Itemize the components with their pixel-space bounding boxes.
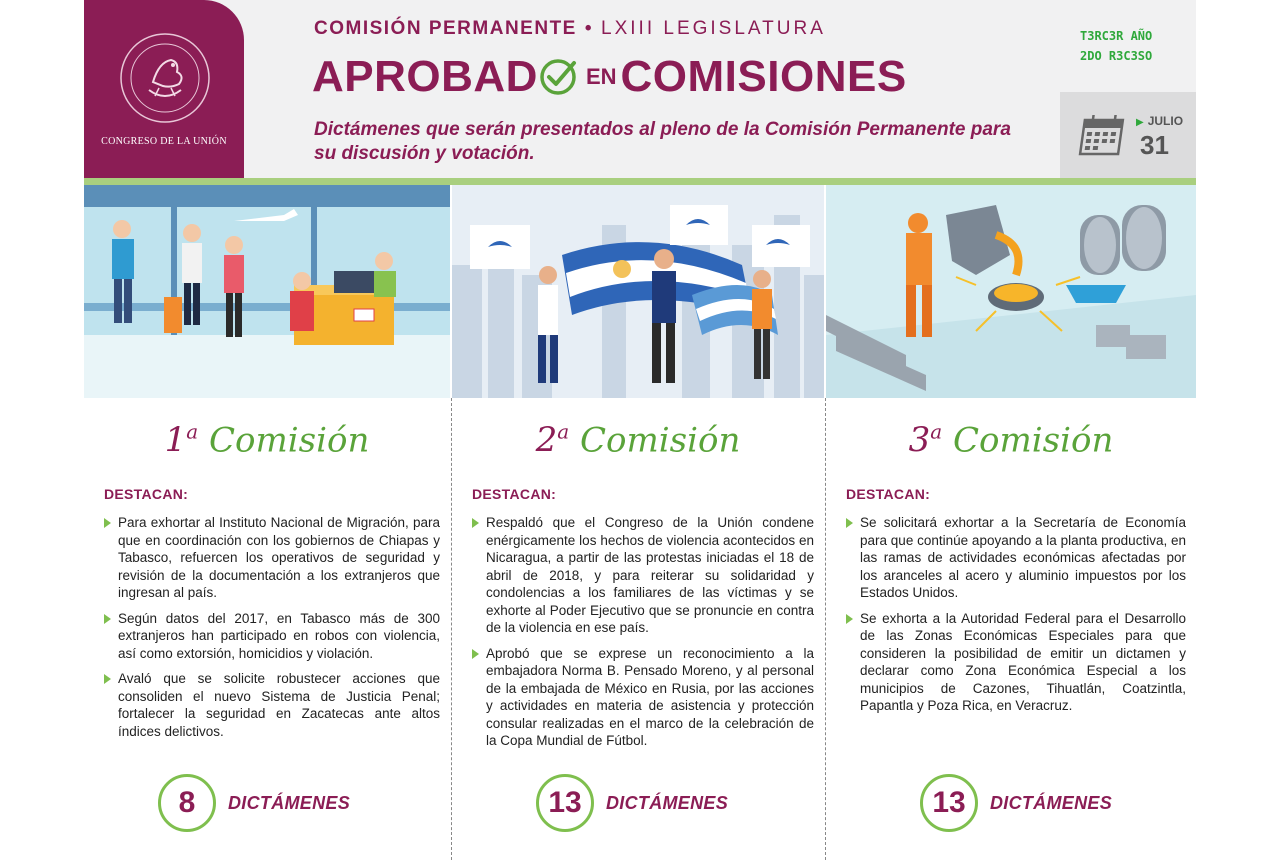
title-word: Comisión — [580, 420, 741, 461]
nicaragua-protest-illustration — [452, 185, 824, 398]
comision-1-title — [84, 420, 450, 460]
destacan-label: DESTACAN: — [472, 486, 557, 502]
aprobado-en-comisiones-title — [312, 52, 907, 102]
title-word: Comisión — [209, 420, 370, 461]
aprobad-text: APROBAD — [312, 52, 538, 101]
list-item: Se exhorta a la Autoridad Federal para el Desarrollo de las Zonas Económicas Especiales para que consideren la posibilidad de emitir un dictamen y declarar como Zona Económica Especial a los municipios de Cazones, Tihuatlán, Coatzintla, Papantla y Poza Rica, en Veracruz. — [846, 610, 1186, 715]
destacan-label: DESTACAN: — [104, 486, 189, 502]
month-text: JULIO — [1147, 114, 1184, 128]
migration-illustration — [84, 185, 450, 398]
date-month: ▶ JULIO — [1136, 114, 1184, 128]
list-item: Avaló que se solicite robustecer acciones que consoliden el nuevo Sistema de Justicia Penal; fortalecer la seguridad en Zacatecas ante altos índices delictivos. — [104, 670, 440, 740]
count-badge: 13 — [536, 774, 594, 832]
count-badge: 13 — [920, 774, 978, 832]
seal-panel — [84, 0, 244, 178]
comision-1-column — [84, 398, 450, 860]
list-item: Según datos del 2017, en Tabasco más de 300 extranjeros han participado en robos con violencia, así como extorsión, homicidios y violación. — [104, 610, 440, 663]
dictamenes-count — [158, 774, 350, 830]
legislatura-label: LXIII LEGISLATURA — [601, 18, 826, 39]
dictamenes-count — [920, 774, 1112, 830]
destacan-label: DESTACAN: — [846, 486, 931, 502]
list-item: Aprobó que se exprese un reconocimiento a la embajadora Norma B. Pensado Moreno, y al personal de la embajada de México en Rusia, por las acciones y actividades en materia de asistencia y protección consular realizadas en el marco de la celebración de la Copa Mundial de Fútbol. — [472, 645, 814, 750]
count-label: DICTÁMENES — [606, 792, 729, 813]
count-label: DICTÁMENES — [228, 792, 351, 813]
period-recess: 2DO R3C3SO — [1080, 49, 1153, 63]
highlights-list — [104, 514, 440, 748]
ordinal: 1$^a$ — [164, 420, 199, 461]
date-box — [1060, 92, 1196, 178]
en-text: EN — [585, 64, 617, 89]
highlights-list — [846, 514, 1186, 723]
seal-caption: CONGRESO DE LA UNIÓN — [101, 136, 227, 147]
ordinal: 3$^a$ — [908, 420, 943, 461]
title-word: Comisión — [953, 420, 1114, 461]
comision-permanente-heading — [314, 18, 826, 40]
comision-2-column — [452, 398, 824, 860]
list-item: Respaldó que el Congreso de la Unión condene enérgicamente los hechos de violencia acontecidos en Nicaragua, a partir de las protestas iniciadas el 18 de abril de 2018, y para reiterar su solidaridad y condolencias a los familiares de las víctimas y se exhorte al Poder Ejecutivo que se pronuncie en contra de la violencia en ese país. — [472, 514, 814, 637]
calendar-icon — [1078, 112, 1128, 158]
national-seal-icon — [119, 32, 211, 124]
comision-3-title — [826, 420, 1196, 460]
period-year: T3RC3R AÑO — [1080, 29, 1153, 43]
date-day: 31 — [1140, 130, 1169, 160]
period-label — [1080, 26, 1152, 66]
dictamenes-count — [536, 774, 728, 830]
list-item: Para exhortar al Instituto Nacional de Migración, para que en coordinación con los gobiernos de Chiapas y Tabasco, refuercen los operativos de seguridad y revisión de la documentación a los extranjeros que ingresan al país. — [104, 514, 440, 602]
header-subtitle: Dictámenes que serán presentados al pleno de la Comisión Permanente para su discusión y votación. — [314, 119, 1011, 164]
comision-label: COMISIÓN PERMANENTE — [314, 18, 577, 39]
comision-3-column — [826, 398, 1196, 860]
comisiones-text: COMISIONES — [620, 52, 907, 101]
header-divider — [84, 178, 1196, 185]
count-label: DICTÁMENES — [990, 792, 1113, 813]
ordinal: 2$^a$ — [535, 420, 570, 461]
comision-2-title — [452, 420, 824, 460]
check-circle-icon — [538, 57, 578, 97]
steel-industry-illustration — [826, 185, 1196, 398]
count-badge: 8 — [158, 774, 216, 832]
separator-dot: • — [584, 18, 594, 39]
highlights-list — [472, 514, 814, 758]
list-item: Se solicitará exhortar a la Secretaría de Economía para que continúe apoyando a la planta productiva, en las ramas de actividades económicas afectadas por los aranceles al acero y aluminio impuestos por los Estados Unidos. — [846, 514, 1186, 602]
